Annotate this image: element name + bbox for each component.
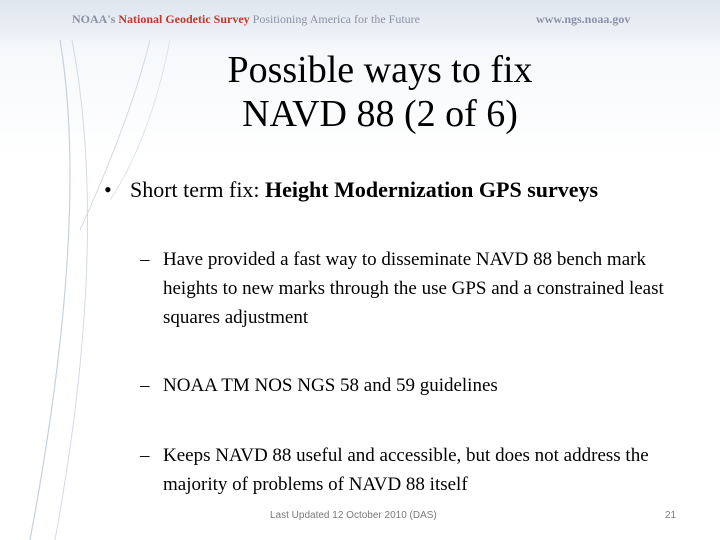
sub-item-text: NOAA TM NOS NGS 58 and 59 guidelines [163,375,498,396]
bullet-text [130,176,664,204]
sub-item-marker: – [140,375,150,396]
sub-item-text: Have provided a fast way to disseminate NAVD 88 bench mark heights to new marks through the use GPS and a constrained least squares adjustment [163,249,664,328]
header-branding [72,12,420,27]
bullet-marker: • [104,177,112,202]
header-tagline: Positioning America for the Future [252,12,420,26]
header-url: www.ngs.noaa.gov [536,12,631,26]
sub-item-text: Keeps NAVD 88 useful and accessible, but does not address the majority of problems of NAVD 88 itself [163,445,649,495]
header-agency: National Geodetic Survey [118,12,250,26]
bullet-lead: Short term fix: [130,177,266,202]
sub-item [140,441,680,499]
sub-item-marker: – [140,249,150,270]
sub-item-marker: – [140,445,150,466]
header-org: NOAA's [72,12,116,26]
title-line-1: Possible ways to fix [227,49,533,91]
sub-item [140,245,680,332]
title-line-2: NAVD 88 (2 of 6) [242,93,518,135]
bullet-emphasis: Height Modernization GPS surveys [265,177,599,202]
bullet-item [104,176,664,204]
sub-item [140,371,680,400]
page-title [0,48,720,136]
footer [0,508,720,528]
page-number: 21 [665,510,677,521]
footer-updated: Last Updated 12 October 2010 (DAS) [270,510,437,521]
